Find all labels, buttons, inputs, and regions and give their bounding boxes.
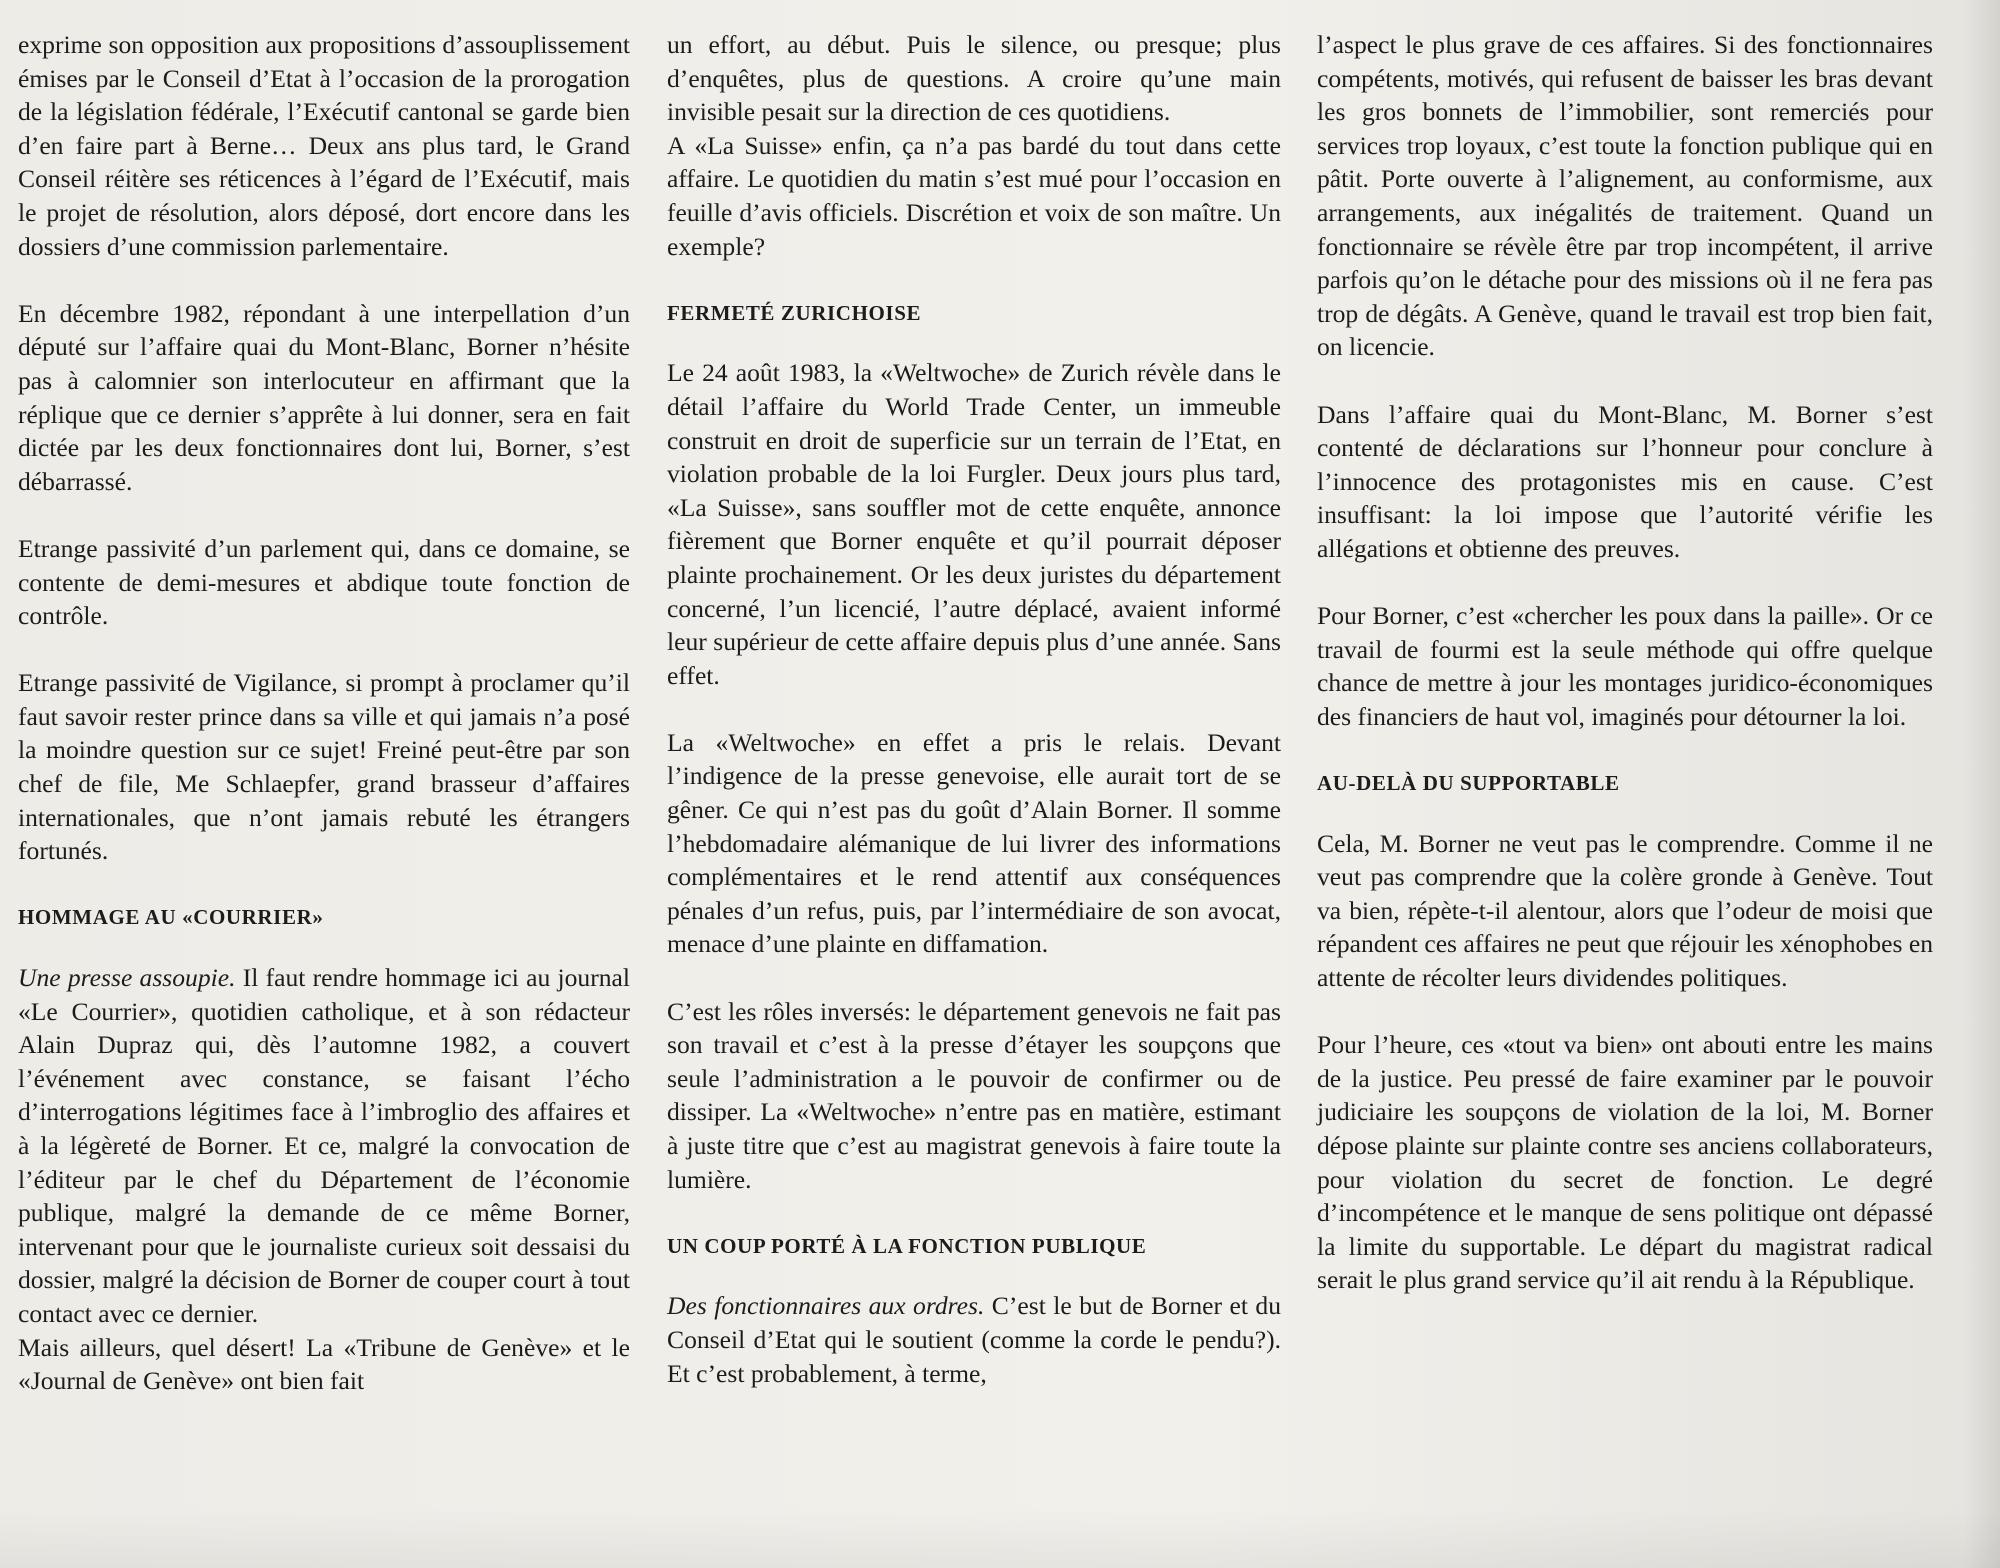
paragraph: Etrange passivité d’un parlement qui, dans ce domaine, se contente de demi-mesures et abdique toute fonction de contrôle.	[18, 533, 630, 631]
paragraph-text: Il faut rendre hommage ici au journal «Le Courrier», quotidien catholique, et à son rédacteur Alain Dupraz qui, dès l’automne 1982, a couvert l’événement avec constance, se faisant l’écho d’interrogations légitimes face à l’imbroglio des affaires et à la légèreté de Borner. Et ce, malgré la convocation de l’éditeur par le chef du Département de l’économie publique, malgré la demande de ce même Borner, intervenant pour que le journaliste curieux soit dessaisi du dossier, malgré la décision de Borner de couper court à tout contact avec ce dernier.	[18, 963, 630, 1328]
paragraph	[18, 961, 630, 1331]
paragraph: Etrange passivité de Vigilance, si prompt à proclamer qu’il faut savoir rester prince dans sa ville et qui jamais n’a posé la moindre question sur ce sujet! Freiné peut-être par son chef de file, Me Schlaepfer, grand brasseur d’affaires internationales, que n’ont jamais rebuté les étrangers fortunés.	[18, 668, 630, 866]
lead-phrase: Une presse assoupie.	[18, 963, 236, 993]
section-heading: AU-DELÀ DU SUPPORTABLE	[1317, 771, 1620, 796]
paragraph: Pour l’heure, ces «tout va bien» ont abouti entre les mains de la justice. Peu pressé de faire examiner par le pouvoir judiciaire les soupçons de violation de la loi, M. Borner dépose plainte sur plainte contre ses anciens collaborateurs, pour violation du secret de fonction. Le degré d’incompétence et le manque de sens politique ont dépassé la limite du supportable. Le départ du magistrat radical serait le plus grand service qu’il ait rendu à la République.	[1317, 1030, 1933, 1295]
section-heading: UN COUP PORTÉ À LA FONCTION PUBLIQUE	[667, 1233, 1147, 1258]
paragraph-text: C’est le but de Borner et du Conseil d’Etat qui le soutient (comme la corde le pendu?). Et c’est probablement, à terme,	[667, 1291, 1281, 1388]
page-edge-shadow	[1964, 0, 2000, 1568]
section-heading: HOMMAGE AU «COURRIER»	[18, 905, 324, 930]
text-column-3	[1317, 28, 1933, 1297]
paragraph: un effort, au début. Puis le silence, ou presque; plus d’enquêtes, plus de questions. A croire qu’une main invisible pesait sur la direction de ces quotidiens.	[667, 30, 1281, 127]
paragraph: Mais ailleurs, quel désert! La «Tribune de Genève» et le «Journal de Genève» ont bien fait	[18, 1332, 630, 1396]
lead-phrase: Des fonctionnaires aux ordres.	[667, 1291, 985, 1321]
paragraph: A «La Suisse» enfin, ça n’a pas bardé du tout dans cette affaire. Le quotidien du matin s’est mué pour l’occasion en feuille d’avis officiels. Discrétion et voix de son maître. Un exemple?	[667, 130, 1281, 261]
paragraph: l’aspect le plus grave de ces affaires. Si des fonctionnaires compétents, motivés, qui refusent de baisser les bras devant les gros bonnets de l’immobilier, sont remerciés pour services trop loyaux, c’est toute la fonction publique qui en pâtit. Porte ouverte à l’alignement, au conformisme, aux arrangements, aux inégalités de traitement. Quand un fonctionnaire se révèle être par trop incompétent, il arrive parfois qu’on le détache pour des missions où il ne fera pas trop de dégâts. A Genève, quand le travail est trop bien fait, on licencie.	[1317, 30, 1933, 362]
paragraph: C’est les rôles inversés: le département genevois ne fait pas son travail et c’est à la presse d’étayer les soupçons que seule l’administration a le pouvoir de confirmer ou de dissiper. La «Weltwoche» n’entre pas en matière, estimant à juste titre que c’est au magistrat genevois à faire toute la lumière.	[667, 996, 1281, 1194]
paragraph: exprime son opposition aux propositions d’assouplissement émises par le Conseil d’Etat à l’occasion de la prorogation de la législation fédérale, l’Exécutif cantonal se garde bien d’en faire part à Berne… Deux ans plus tard, le Grand Conseil réitère ses réticences à l’égard de l’Exécutif, mais le projet de résolution, alors déposé, dort encore dans les dossiers d’une commission parlementaire.	[18, 30, 630, 261]
text-column-2	[667, 28, 1281, 1390]
paragraph: Cela, M. Borner ne veut pas le comprendre. Comme il ne veut pas comprendre que la colère gronde à Genève. Tout va bien, répète-t-il alentour, alors que l’odeur de moisi que répandent ces affaires ne peut que réjouir les xénophobes en attente de récolter leurs dividendes politiques.	[1317, 828, 1933, 993]
paragraph: Dans l’affaire quai du Mont-Blanc, M. Borner s’est contenté de déclarations sur l’honneur pour conclure à l’innocence des protagonistes mis en cause. C’est insuffisant: la loi impose que l’autorité vérifie les allégations et obtienne des preuves.	[1317, 399, 1933, 563]
paragraph: Le 24 août 1983, la «Weltwoche» de Zurich révèle dans le détail l’affaire du World Trade Center, un immeuble construit en droit de superficie sur un terrain de l’Etat, en violation probable de la loi Furgler. Deux jours plus tard, «La Suisse», sans souffler mot de cette enquête, annonce fièrement que Borner enquête et qu’il pourrait déposer plainte prochainement. Or les deux juristes du département concerné, l’un licencié, l’autre déplacé, avaient informé leur supérieur de cette affaire depuis plus d’une année. Sans effet.	[667, 358, 1281, 690]
paragraph: Pour Borner, c’est «chercher les poux dans la paille». Or ce travail de fourmi est la seule méthode qui offre quelque chance de mettre à jour les montages juridico-économiques des financiers de haut vol, imaginés pour détourner la loi.	[1317, 601, 1933, 731]
text-column-1	[18, 28, 630, 1398]
page-bottom-shadow	[0, 1508, 2000, 1568]
section-heading: FERMETÉ ZURICHOISE	[667, 300, 922, 325]
paragraph: La «Weltwoche» en effet a pris le relais. Devant l’indigence de la presse genevoise, elle aurait tort de se gêner. Ce qui n’est pas du goût d’Alain Borner. Il somme l’hebdomadaire alémanique de lui livrer des informations complémentaires et le rend attentif aux conséquences pénales d’un refus, puis, par l’intermédiaire de son avocat, menace d’une plainte en diffamation.	[667, 727, 1281, 959]
paragraph: En décembre 1982, répondant à une interpellation d’un député sur l’affaire quai du Mont-Blanc, Borner n’hésite pas à calomnier son interlocuteur en affirmant que la réplique que ce dernier s’apprête à lui donner, sera en fait dictée par les deux fonctionnaires dont lui, Borner, s’est débarrassé.	[18, 298, 630, 496]
paragraph	[667, 1289, 1281, 1390]
